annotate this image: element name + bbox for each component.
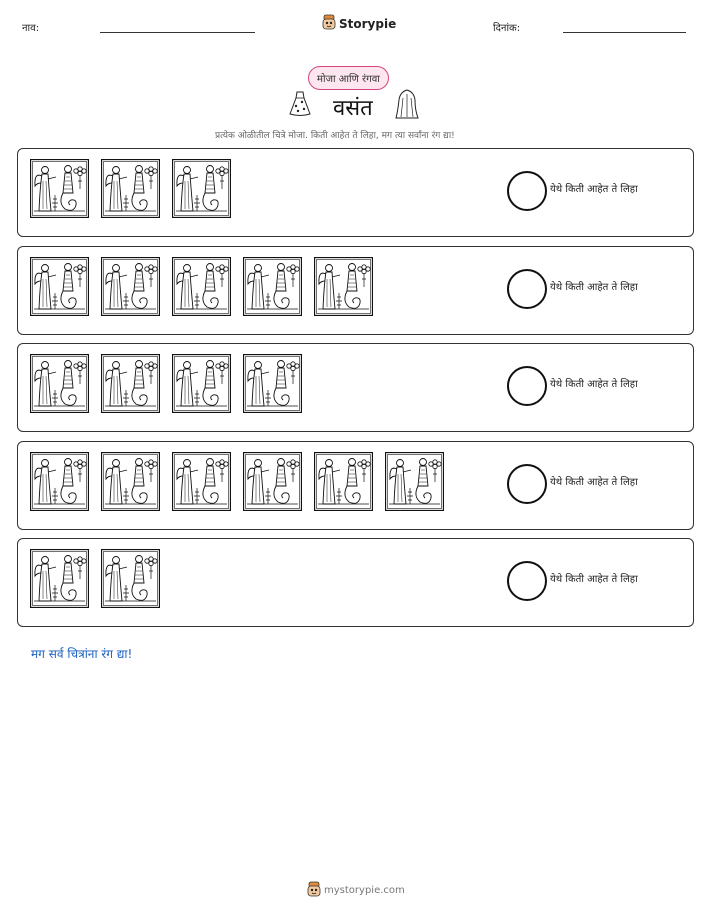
answer-circle[interactable]	[507, 269, 547, 309]
spring-figures-icon[interactable]	[172, 257, 231, 316]
spring-figures-icon[interactable]	[172, 354, 231, 413]
spring-figures-icon[interactable]	[243, 452, 302, 511]
date-line[interactable]	[563, 32, 686, 33]
spring-figures-icon[interactable]	[101, 257, 160, 316]
date-label: दिनांक:	[493, 23, 521, 34]
site-footer	[307, 881, 405, 900]
counting-row	[17, 148, 694, 237]
answer-circle[interactable]	[507, 561, 547, 601]
spring-figures-icon[interactable]	[314, 452, 373, 511]
spring-figures-icon[interactable]	[30, 452, 89, 511]
spring-figures-icon[interactable]	[172, 452, 231, 511]
spring-figures-icon[interactable]	[30, 549, 89, 608]
counting-row	[17, 441, 694, 530]
answer-circle[interactable]	[507, 366, 547, 406]
spring-figures-icon[interactable]	[243, 257, 302, 316]
name-line[interactable]	[100, 32, 255, 33]
storypie-logo-icon	[307, 881, 321, 900]
picture-group	[30, 257, 373, 316]
write-count-prompt: येथे किती आहेत ते लिहा	[550, 184, 638, 195]
spring-figures-icon[interactable]	[101, 452, 160, 511]
brand-logo	[322, 14, 396, 33]
activity-badge: मोजा आणि रंगवा	[308, 66, 389, 90]
spring-figures-icon[interactable]	[30, 354, 89, 413]
spring-figures-icon[interactable]	[101, 549, 160, 608]
write-count-prompt: येथे किती आहेत ते लिहा	[550, 282, 638, 293]
spring-figures-icon[interactable]	[30, 257, 89, 316]
coloring-reminder: मग सर्व चित्रांना रंग द्या!	[31, 647, 133, 661]
veil-icon	[394, 88, 420, 124]
answer-circle[interactable]	[507, 464, 547, 504]
spring-figures-icon[interactable]	[101, 354, 160, 413]
write-count-prompt: येथे किती आहेत ते लिहा	[550, 574, 638, 585]
spring-figures-icon[interactable]	[314, 257, 373, 316]
spring-figures-icon[interactable]	[101, 159, 160, 218]
name-label: नाव:	[22, 23, 40, 34]
spring-figures-icon[interactable]	[385, 452, 444, 511]
counting-row	[17, 343, 694, 432]
spring-figures-icon[interactable]	[243, 354, 302, 413]
site-url[interactable]: mystorypie.com	[324, 885, 405, 896]
spring-figures-icon[interactable]	[30, 159, 89, 218]
answer-circle[interactable]	[507, 171, 547, 211]
counting-row	[17, 246, 694, 335]
picture-group	[30, 354, 302, 413]
picture-group	[30, 549, 160, 608]
instructions: प्रत्येक ओळीतील चित्रे मोजा. किती आहेत ते लिहा, मग त्या सर्वांना रंग द्या!	[215, 131, 455, 141]
write-count-prompt: येथे किती आहेत ते लिहा	[550, 477, 638, 488]
worksheet-title: वसंत	[333, 96, 373, 121]
write-count-prompt: येथे किती आहेत ते लिहा	[550, 379, 638, 390]
storypie-logo-icon	[322, 14, 336, 33]
picture-group	[30, 452, 444, 511]
spring-figures-icon[interactable]	[172, 159, 231, 218]
picture-group	[30, 159, 231, 218]
counting-row	[17, 538, 694, 627]
brand-name: Storypie	[339, 16, 397, 31]
dress-icon	[288, 90, 312, 122]
